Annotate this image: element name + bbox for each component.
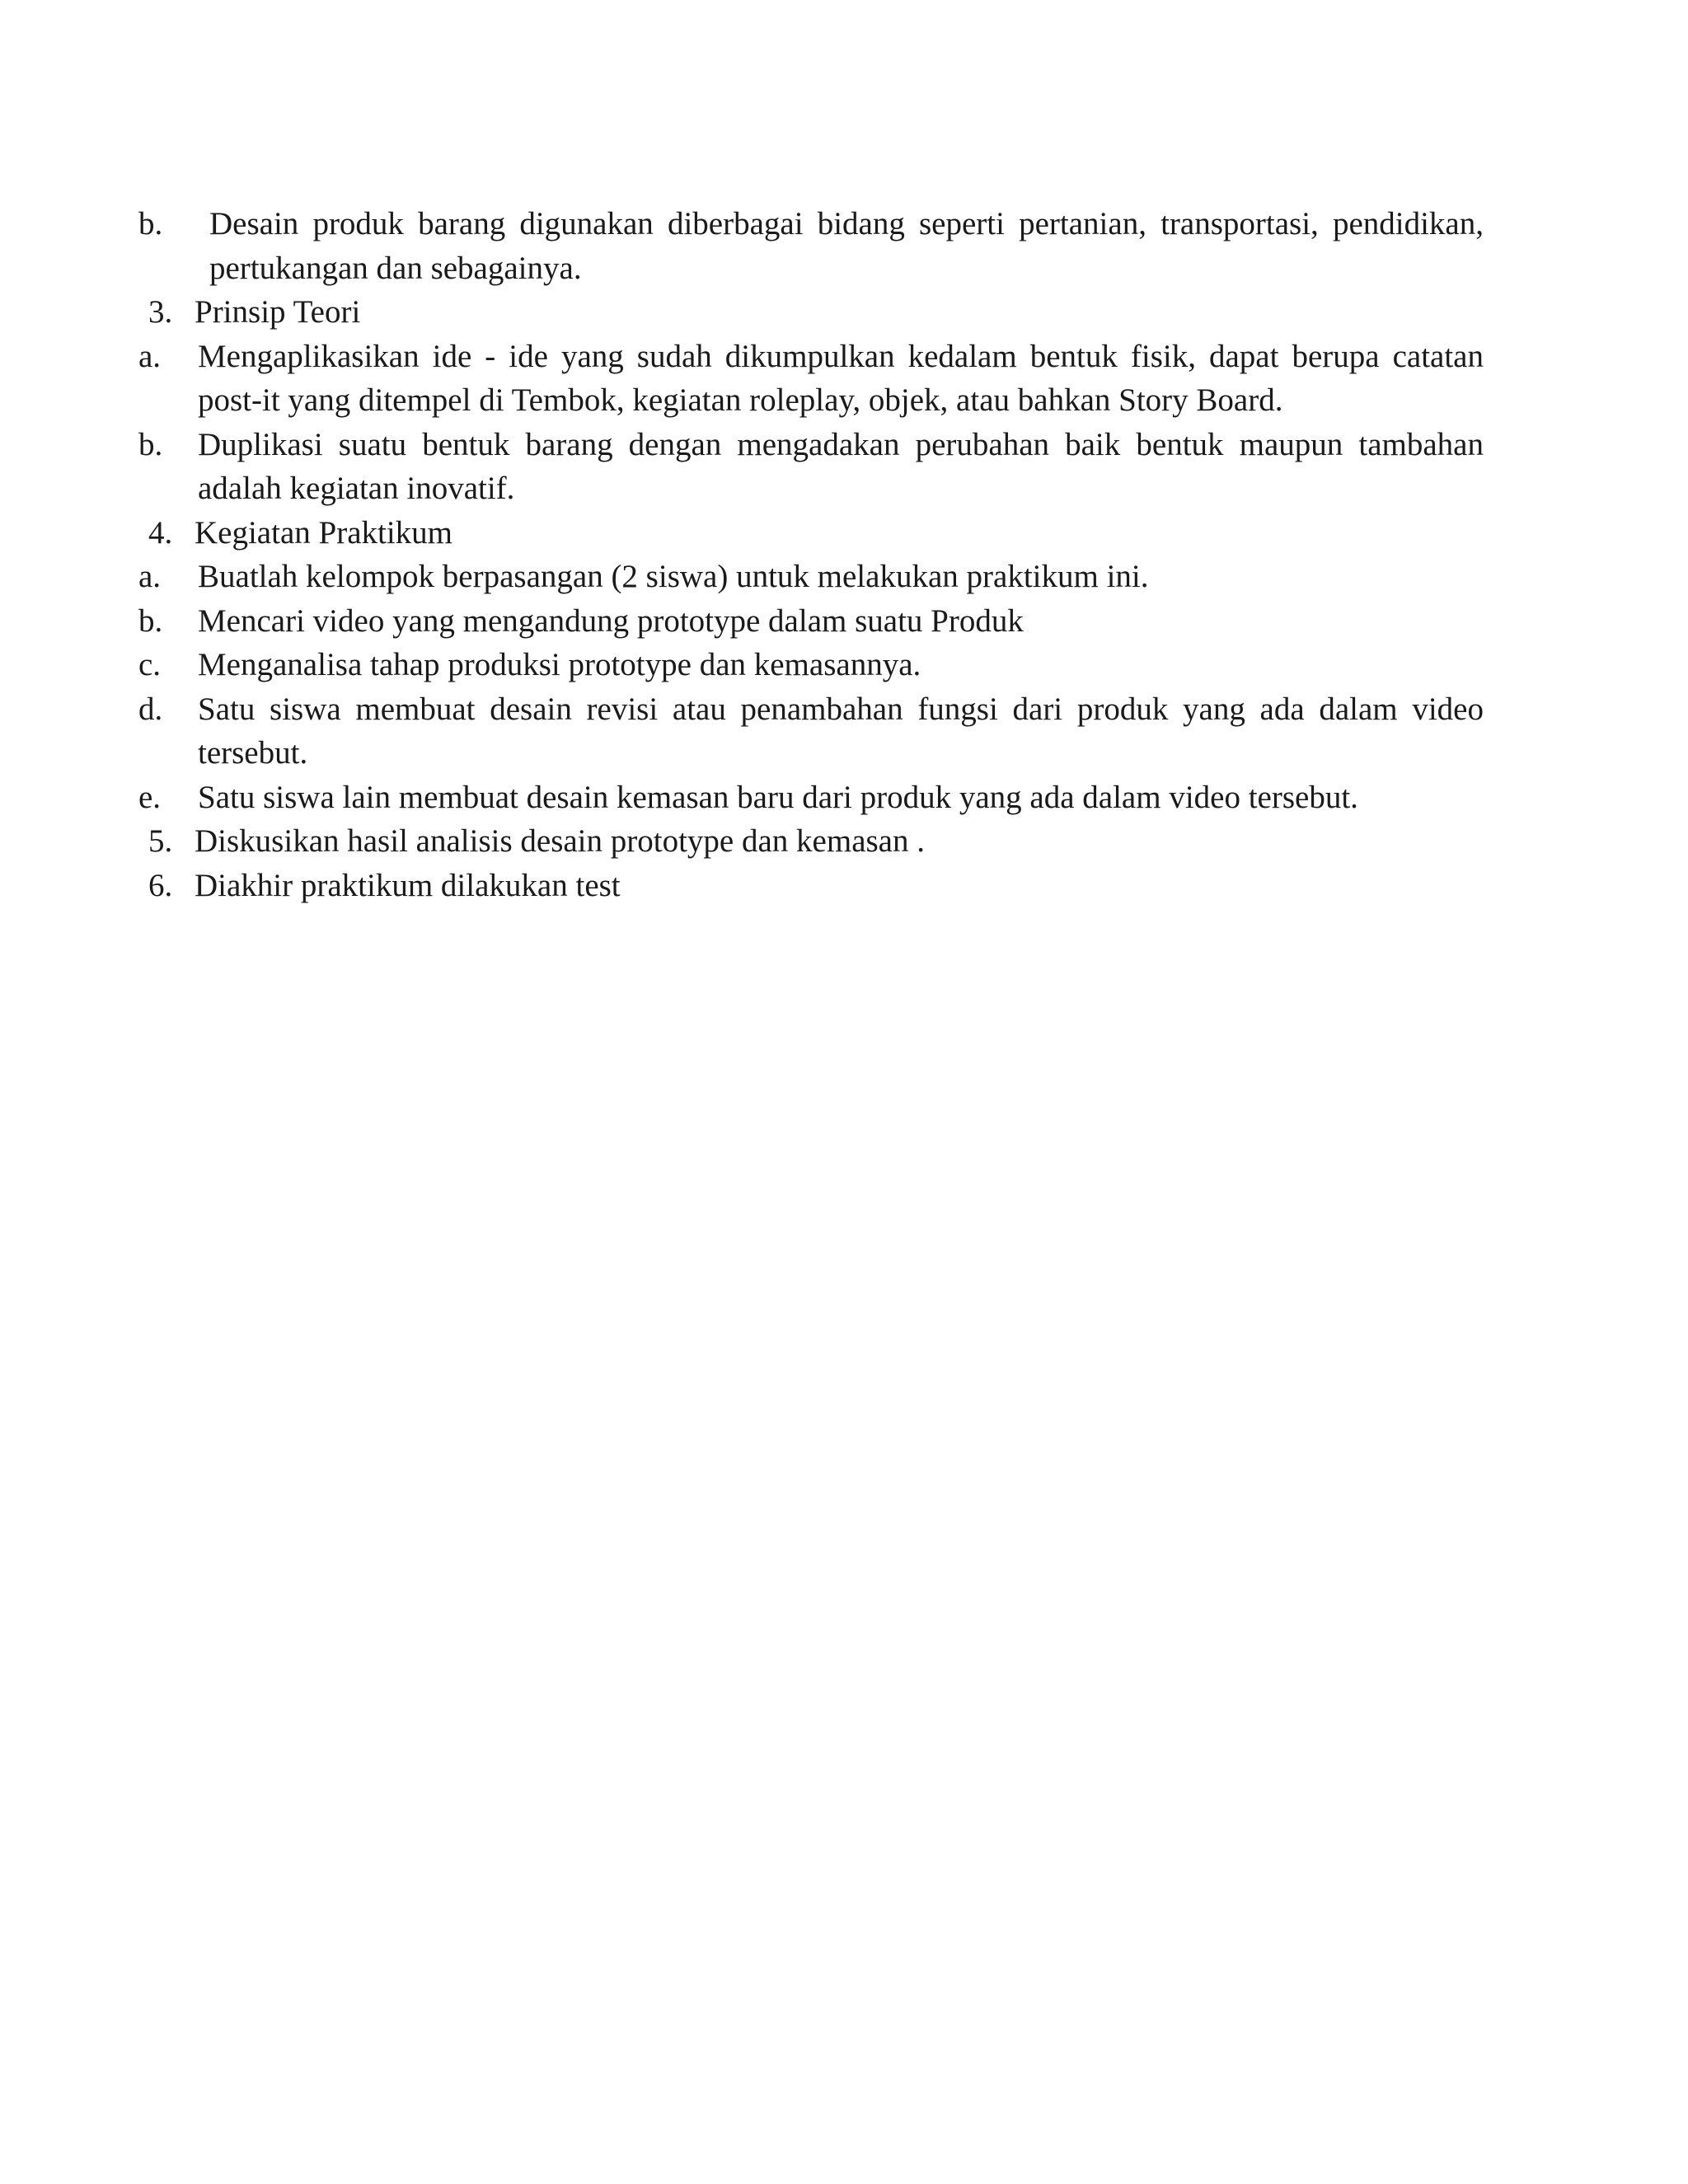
list-item-text: Diskusikan hasil analisis desain prototype dan kemasan . [195,823,925,859]
list-marker: b. [138,426,163,462]
list-marker: 6. [148,867,173,903]
list-item-e-satu-siswa-lain [138,776,1484,820]
list-item-5-diskusikan [138,819,1484,864]
list-marker: d. [138,691,163,727]
list-item-text: Mencari video yang mengandung prototype dalam suatu Produk [198,602,1024,639]
list-item-d-satu-siswa [138,687,1484,776]
list-marker: b. [138,602,163,639]
list-marker: e. [138,779,162,815]
list-item-a-mengaplikasikan [138,335,1484,423]
list-marker: 4. [148,514,173,551]
list-marker: a. [138,338,162,374]
list-item-text: Menganalisa tahap produksi prototype dan kemasannya. [198,647,921,682]
document-body [138,202,1484,907]
list-item-b-duplikasi [138,423,1484,511]
list-item-text: Mengaplikasikan ide - ide yang sudah dikumpulkan kedalam bentuk fisik, dapat berupa catatan post-it yang ditempel di Tembok, kegiatan roleplay, objek, atau bahkan Story Board. [198,338,1484,418]
list-marker: c. [138,647,162,682]
section-heading-prinsip-teori [138,290,1484,335]
paragraph-text: Desain produk barang digunakan diberbagai bidang seperti pertanian, transportasi, pendidikan, pertukangan dan sebagainya. [209,206,1484,286]
list-item-text: Diakhir praktikum dilakukan test [195,867,621,903]
section-heading-kegiatan-praktikum [138,511,1484,555]
list-item-6-diakhir [138,864,1484,908]
list-marker: b. [138,206,163,241]
list-marker: a. [138,559,162,594]
list-item-text [138,202,1484,290]
section-heading-text: Prinsip Teori [195,294,361,330]
list-item-a-buatlah [138,555,1484,599]
list-item-text: Duplikasi suatu bentuk barang dengan mengadakan perubahan baik bentuk maupun tambahan adalah kegiatan inovatif. [198,426,1484,506]
list-marker: 5. [148,823,173,859]
section-heading-text: Kegiatan Praktikum [195,514,453,551]
list-item-text: Buatlah kelompok berpasangan (2 siswa) untuk melakukan praktikum ini. [198,559,1149,594]
list-item-b-desain-produk [138,202,1484,290]
list-item-b-mencari [138,599,1484,644]
list-item-text: Satu siswa lain membuat desain kemasan baru dari produk yang ada dalam video tersebut. [198,779,1358,815]
list-item-text: Satu siswa membuat desain revisi atau penambahan fungsi dari produk yang ada dalam video tersebut. [198,691,1484,771]
list-item-c-menganalisa [138,643,1484,687]
list-marker: 3. [148,294,173,330]
